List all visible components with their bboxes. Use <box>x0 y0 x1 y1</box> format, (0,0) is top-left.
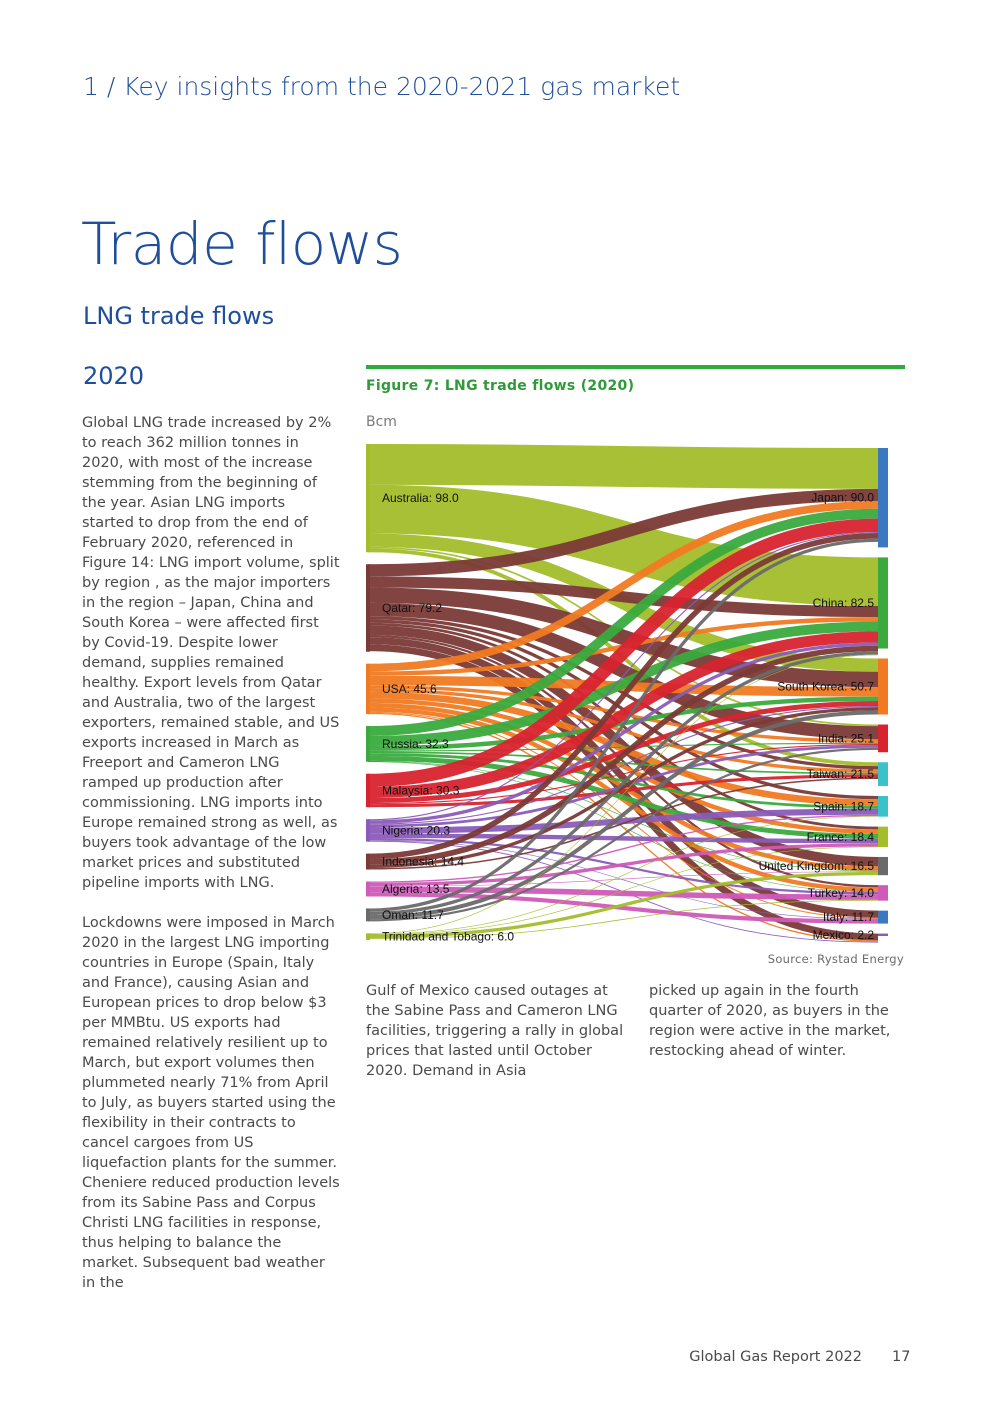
source-label-russia: Russia: 32.3 <box>382 736 449 751</box>
target-label-south-korea: South Korea: 50.7 <box>777 679 874 694</box>
source-label-nigeria: Nigeria: 20.3 <box>382 823 451 838</box>
source-label-oman: Oman: 11.7 <box>382 907 444 922</box>
source-label-australia: Australia: 98.0 <box>382 491 459 506</box>
target-node-spain <box>878 796 888 817</box>
target-label-spain: Spain: 18.7 <box>813 799 874 814</box>
flow-australia-to-japan <box>368 464 878 468</box>
target-node-india <box>878 725 888 753</box>
body-column-right <box>649 981 901 1081</box>
source-label-algeria: Algeria: 13.5 <box>382 881 450 896</box>
source-label-indonesia: Indonesia: 14.4 <box>382 854 465 869</box>
target-node-mexico <box>878 934 888 936</box>
body-paragraph: Gulf of Mexico caused outages at the Sabine Pass and Cameron LNG facilities, triggering a rally in global prices that lasted until October 2020. Demand in Asia <box>366 983 624 1079</box>
target-node-italy <box>878 911 888 924</box>
target-node-taiwan <box>878 762 888 786</box>
source-node-algeria <box>366 882 370 897</box>
figure-title: Figure 7: LNG trade flows (2020) <box>366 378 635 394</box>
source-node-australia <box>366 444 370 552</box>
year-heading: 2020 <box>83 362 145 390</box>
body-paragraph: Global LNG trade increased by 2% to reach 362 million tonnes in 2020, with most of the increase stemming from the beginning of the year. Asian LNG imports started to drop from the end of February 2020, referenced in Figure 14: LNG import volume, split by region , as the major importers in the region – Japan, China and South Korea – were affected first by Covid-19. Despite lower demand, supplies remained healthy. Export levels from Qatar and Australia, two of the largest exporters, remained stable, and US exports increased in March as Freeport and Cameron LNG ramped up production after commissioning. LNG imports into Europe remained strong as well, as buyers took advantage of the low market prices and substituted pipeline imports with LNG. <box>82 415 340 891</box>
target-label-india: India: 25.1 <box>817 731 874 746</box>
source-node-usa <box>366 664 370 714</box>
footer-report-name: Global Gas Report 2022 <box>689 1349 862 1365</box>
target-label-china: China: 82.5 <box>812 595 874 610</box>
page-title: Trade flows <box>81 210 403 278</box>
source-node-indonesia <box>366 854 370 870</box>
source-label-usa: USA: 45.6 <box>382 681 437 696</box>
source-node-malaysia <box>366 774 370 807</box>
target-node-turkey <box>878 885 888 900</box>
target-node-south-korea <box>878 659 888 715</box>
source-label-malaysia: Malaysia: 30.3 <box>382 783 460 798</box>
body-column-left <box>82 413 340 1313</box>
target-label-taiwan: Taiwan: 21.5 <box>806 767 874 782</box>
unit-label: Bcm <box>366 414 397 430</box>
target-label-italy: Italy: 11.7 <box>822 910 874 925</box>
section-header: 1 / Key insights from the 2020-2021 gas market <box>83 72 681 101</box>
target-label-france: France: 18.4 <box>806 829 874 844</box>
target-node-united-kingdom <box>878 857 888 875</box>
source-label-qatar: Qatar: 79.2 <box>382 600 443 615</box>
body-paragraph: Lockdowns were imposed in March 2020 in the largest LNG importing countries in Europe (Spain, Italy and France), causing Asian and European prices to drop below $3 per MMBtu. US exports had remained relatively resilient up to March, but export volumes then plummeted nearly 71% from April to July, as buyers started using the flexibility in their contracts to cancel cargoes from US liquefaction plants for the summer. Cheniere reduced production levels from its Sabine Pass and Corpus Christi LNG facilities in response, thus helping to balance the market. Subsequent bad weather in the <box>82 915 340 1291</box>
source-node-oman <box>366 908 370 921</box>
target-label-united-kingdom: United Kingdom: 16.5 <box>758 859 874 874</box>
target-label-mexico: Mexico: 2.2 <box>812 927 874 942</box>
target-label-japan: Japan: 90.0 <box>811 490 874 505</box>
target-node-china <box>878 557 888 648</box>
target-node-france <box>878 827 888 847</box>
source-node-qatar <box>366 564 370 651</box>
body-column-middle <box>366 981 628 1101</box>
page-number: 17 <box>892 1349 911 1365</box>
source-label-trinidad-and-tobago: Trinidad and Tobago: 6.0 <box>382 929 515 944</box>
target-node-japan <box>878 448 888 547</box>
body-paragraph: picked up again in the fourth quarter of 2020, as buyers in the region were active in the market, restocking ahead of winter. <box>649 983 891 1059</box>
figure-top-rule <box>366 365 905 369</box>
source-node-russia <box>366 726 370 762</box>
target-label-turkey: Turkey: 14.0 <box>807 885 874 900</box>
source-node-trinidad-and-tobago <box>366 933 370 940</box>
source-node-nigeria <box>366 819 370 841</box>
sankey-chart <box>366 440 890 945</box>
section-subtitle: LNG trade flows <box>83 302 275 330</box>
source-note: Source: Rystad Energy <box>767 952 904 966</box>
